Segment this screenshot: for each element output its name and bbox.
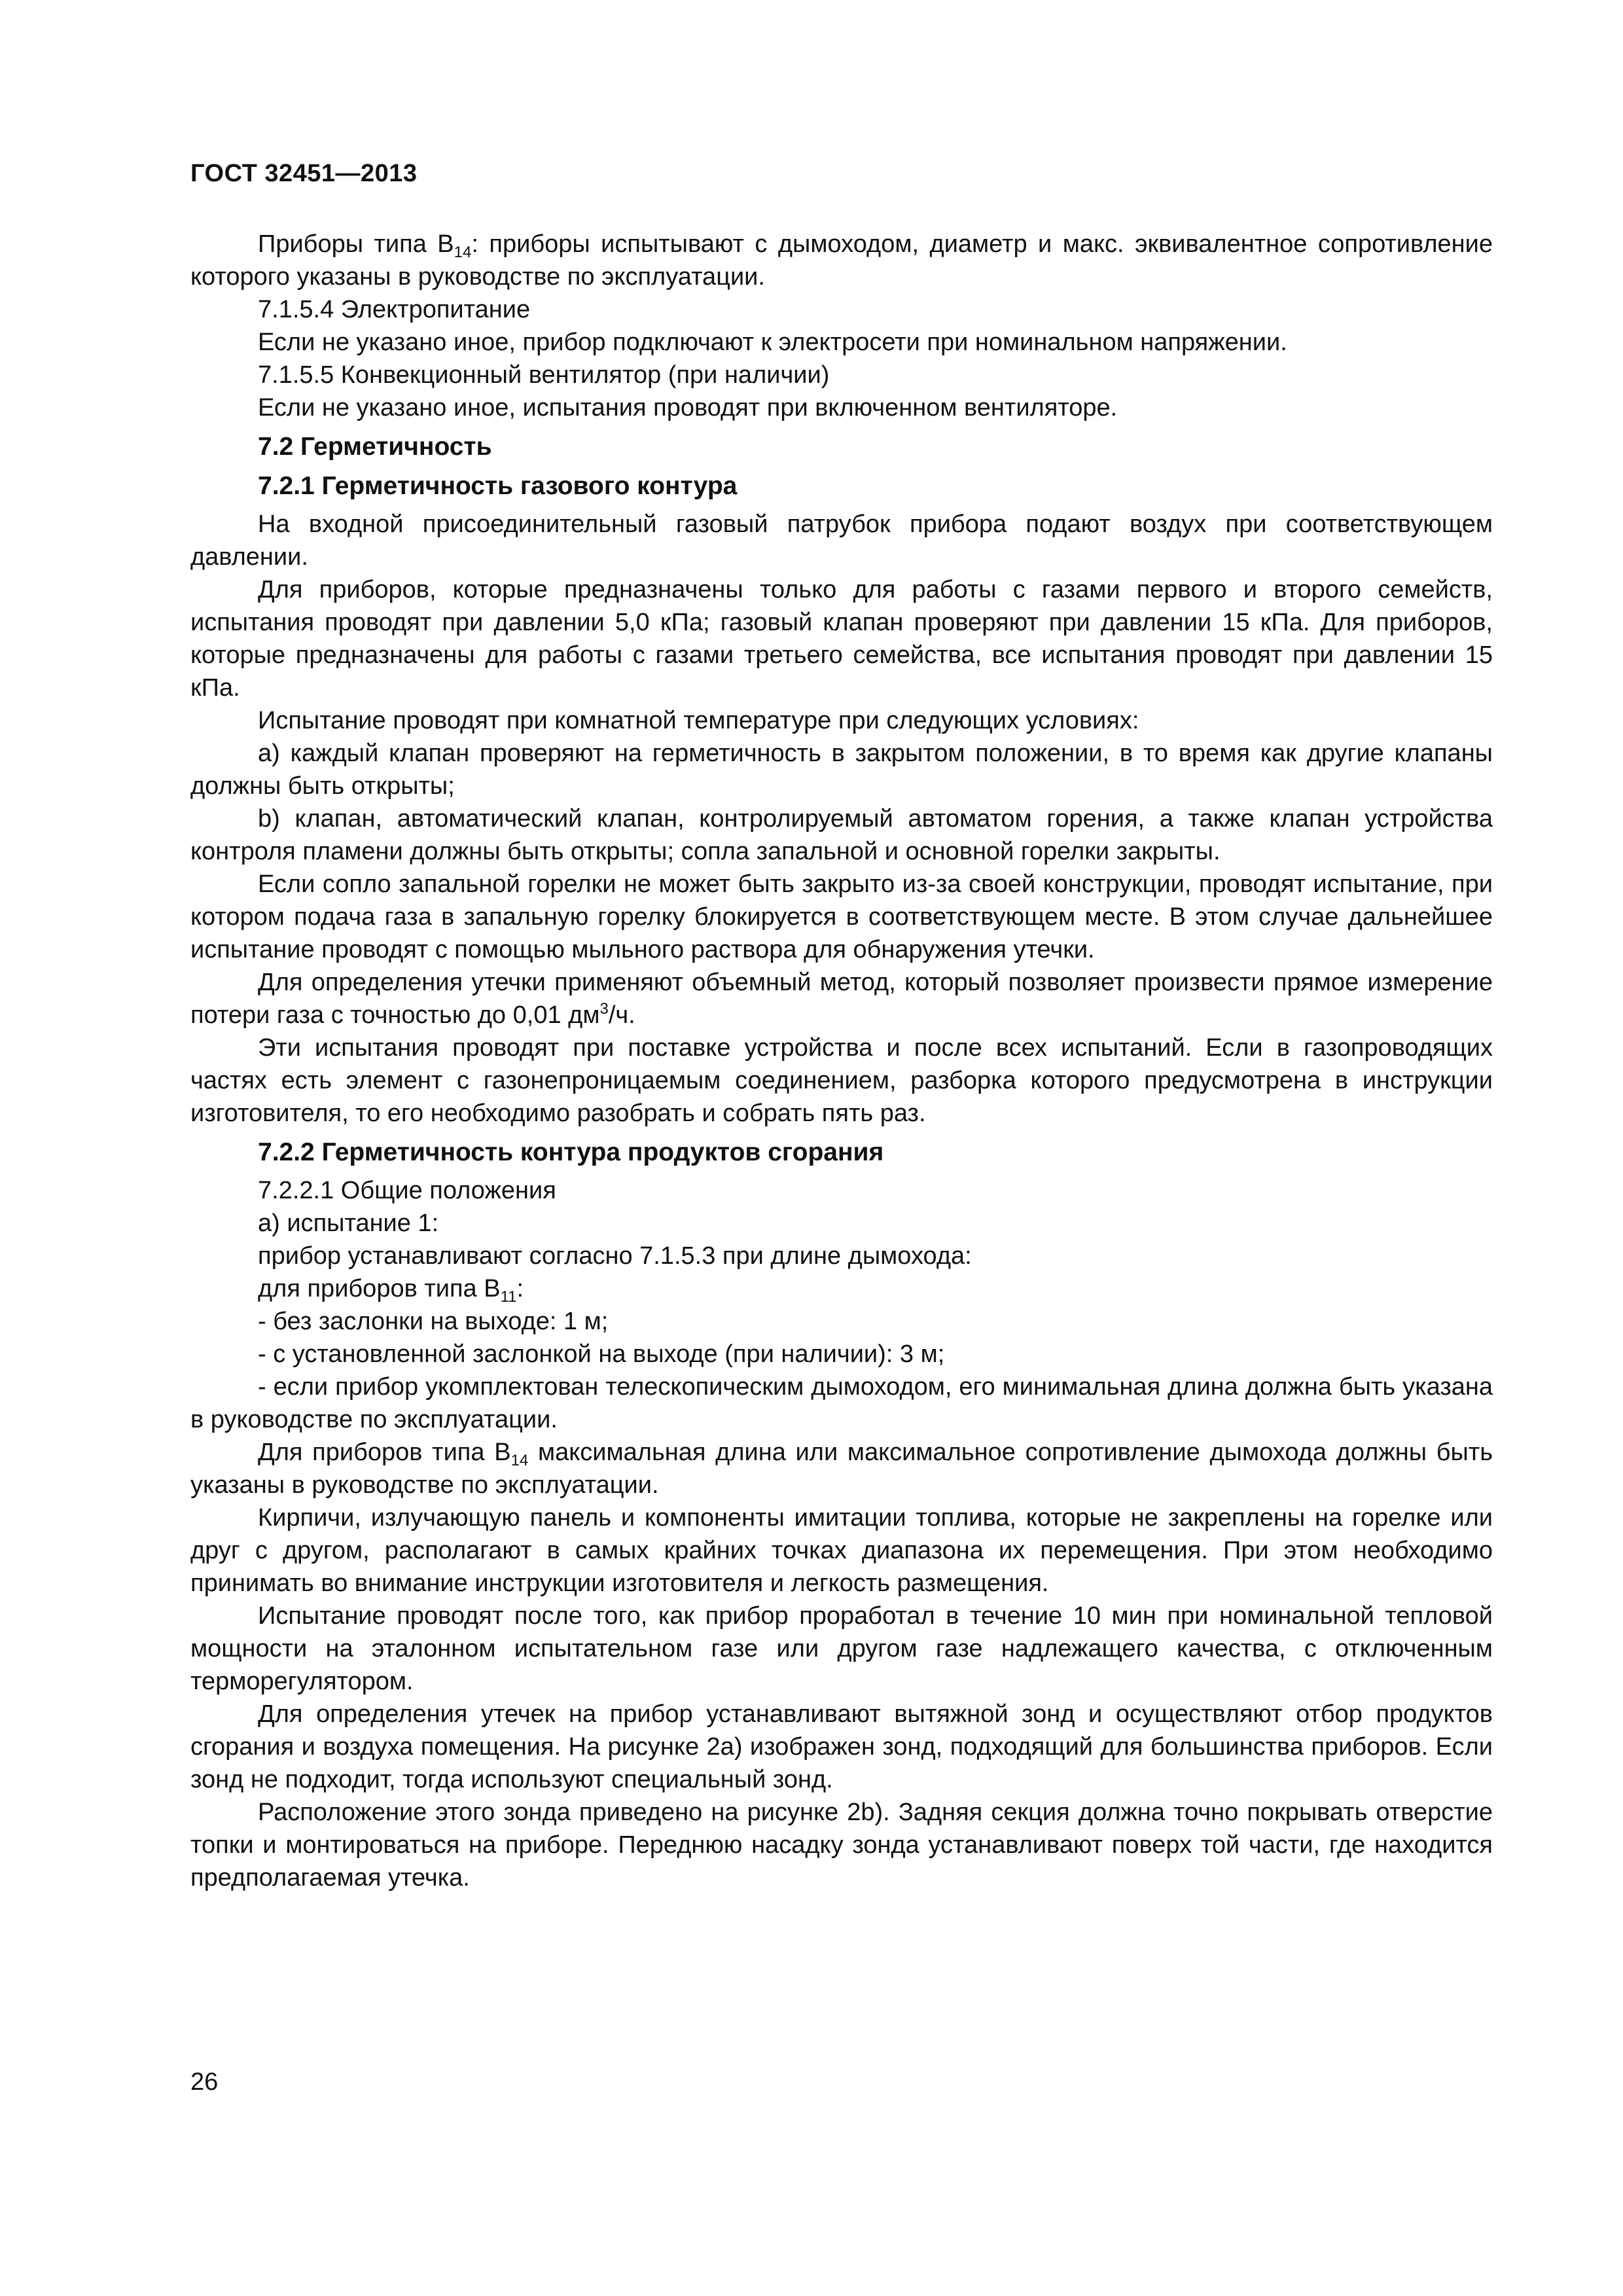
paragraph-721-item-b: b) клапан, автоматический клапан, контролируемый автоматом горения, а также клапан устройства контроля пламени должны быть открыты; сопла запальной и основной горелки закрыты. [190, 805, 1493, 865]
dash-item-2: - с установленной заслонкой на выходе (при наличии): 3 м; [258, 1340, 945, 1368]
paragraph-721-1: На входной присоединительный газовый патрубок прибора подают воздух при соответствующем давлении. [190, 511, 1493, 571]
paragraph-7221-b14: Для приборов типа $B_{14}$ максимальная длина или максимальное сопротивление дымохода должны быть указаны в руководстве по эксплуатации. [190, 1439, 1493, 1499]
paragraph-7221-3: Испытание проводят после того, как прибор проработал в течение 10 мин при номинальной тепловой мощности на эталонном испытательном газе или другом газе надлежащего качества, с отключенным терморегулятором. [190, 1602, 1493, 1695]
paragraph-7155: Если не указано иное, испытания проводят при включенном вентиляторе. [258, 394, 1118, 422]
paragraph-721-8: Эти испытания проводят при поставке устройства и после всех испытаний. Если в газопроводящих частях есть элемент с газонепроницаемым соединением, разборка которого предусмотрена в инструкции изготовителя, то его необходимо разобрать и собрать пять раз. [190, 1034, 1493, 1127]
paragraph-721-7: Для определения утечки применяют объемный метод, который позволяет произвести прямое измерение потери газа с точностью до 0,01 $дм^3/ч$. [190, 969, 1493, 1029]
paragraph-7154: Если не указано иное, прибор подключают к электросети при номинальном напряжении. [258, 329, 1287, 356]
paragraph-721-2: Для приборов, которые предназначены только для работы с газами первого и второго семейств, испытания проводят при давлении 5,0 кПа; газовый клапан проверяют при давлении 15 кПа. Для приборов, которые предназначены для работы с газами третьего семейства, все испытания проводят при давлении 15 кПа. [190, 576, 1493, 702]
dash-item-3: - если прибор укомплектован телескопическим дымоходом, его минимальная длина должна быть указана в руководстве по эксплуатации. [190, 1373, 1493, 1433]
paragraph-7221-5: Расположение этого зонда приведено на рисунке 2b). Задняя секция должна точно покрывать отверстие топки и монтироваться на приборе. Переднюю насадку зонда устанавливают поверх той части, где находится предполагаемая утечка. [190, 1799, 1493, 1892]
subsection-7155-title: 7.1.5.5 Конвекционный вентилятор (при наличии) [258, 361, 830, 389]
list-item-test-1: а) испытание 1: [258, 1210, 439, 1237]
dash-item-1: - без заслонки на выходе: 1 м; [258, 1308, 609, 1335]
section-72-heading: 7.2 Герметичность [258, 433, 492, 461]
paragraph-721-item-a: а) каждый клапан проверяют на герметичность в закрытом положении, в то время как другие клапаны должны быть открыты; [190, 740, 1493, 800]
list-line-install: прибор устанавливают согласно 7.1.5.3 при длине дымохода: [258, 1242, 972, 1270]
subsection-7221-title: 7.2.2.1 Общие положения [258, 1177, 556, 1204]
list-line-b11: для приборов типа $B_{11}$: [258, 1275, 524, 1306]
paragraph-721-6: Если сопло запальной горелки не может быть закрыто из-за своей конструкции, проводят испытание, при котором подача газа в запальную горелку блокируется в соответствующем месте. В этом случае дальнейшее испытание проводят с помощью мыльного раствора для обнаружения утечки. [190, 870, 1493, 963]
paragraph-b14-chimney: Приборы типа $B_{14}$: приборы испытывают с дымоходом, диаметр и макс. эквивалентное сопротивление которого указаны в руководстве по эксплуатации. [190, 230, 1493, 291]
page-number: 26 [190, 2068, 219, 2096]
section-721-heading: 7.2.1 Герметичность газового контура [258, 472, 738, 500]
section-722-heading: 7.2.2 Герметичность контура продуктов сгорания [258, 1138, 884, 1166]
subsection-7154-title: 7.1.5.4 Электропитание [258, 296, 531, 323]
paragraph-721-3: Испытание проводят при комнатной температуре при следующих условиях: [258, 707, 1139, 734]
document-body [190, 228, 1493, 1894]
paragraph-7221-2: Кирпичи, излучающую панель и компоненты имитации топлива, которые не закреплены на горелке или друг с другом, располагают в самых крайних точках диапазона их перемещения. При этом необходимо принимать во внимание инструкции изготовителя и легкость размещения. [190, 1504, 1493, 1597]
document-header: ГОСТ 32451—2013 [190, 160, 418, 187]
paragraph-7221-4: Для определения утечек на прибор устанавливают вытяжной зонд и осуществляют отбор продуктов сгорания и воздуха помещения. На рисунке 2а) изображен зонд, подходящий для большинства приборов. Если зонд не подходит, тогда используют специальный зонд. [190, 1700, 1493, 1793]
